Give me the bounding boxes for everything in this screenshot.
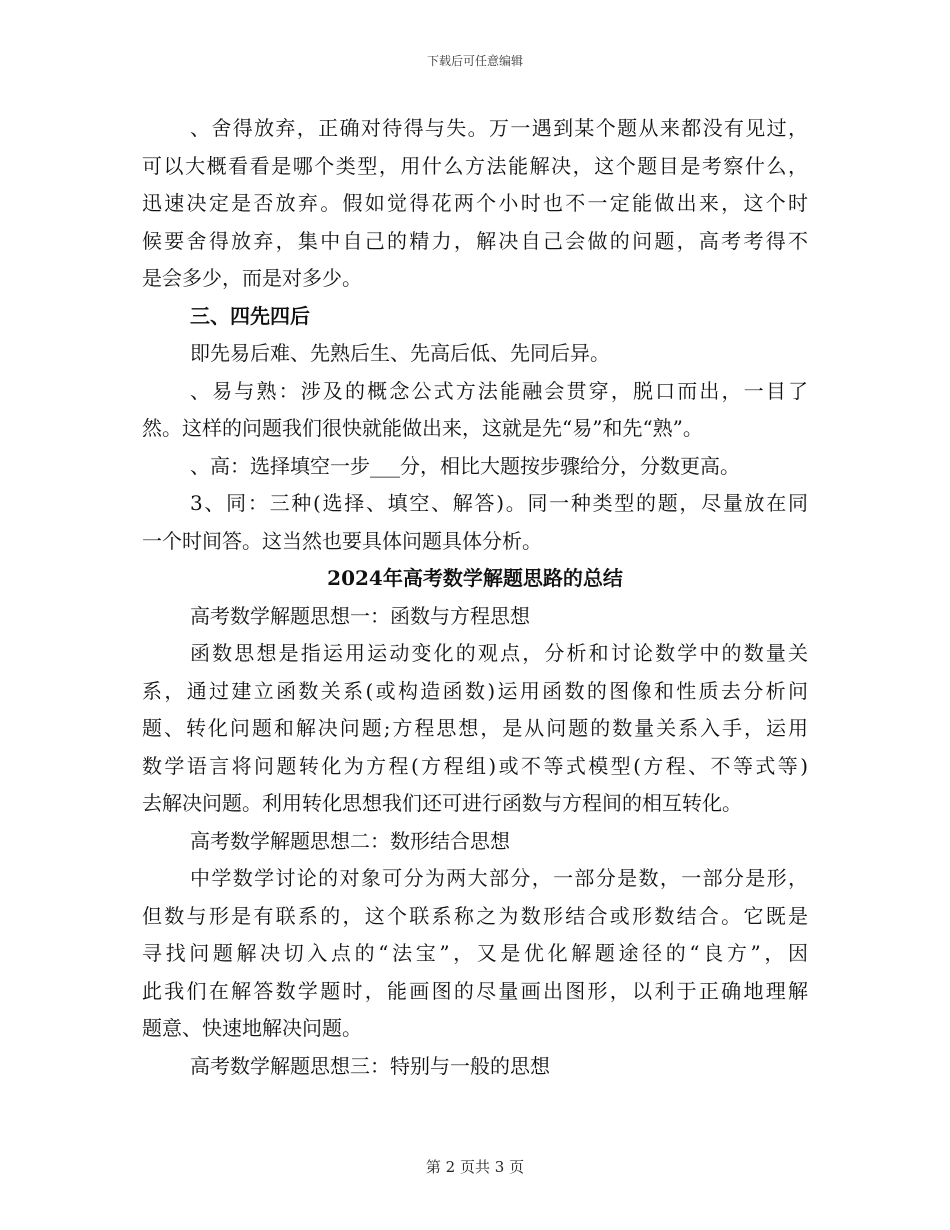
- text-line: 3、同：三种(选择、填空、解答)。同一种类型的题，尽量放在同: [190, 491, 808, 515]
- section-heading: 三、四先四后: [190, 303, 310, 328]
- page-header: 下载后可任意编辑: [426, 54, 523, 68]
- text-line: 函数思想是指运用运动变化的观点，分析和讨论数学中的数量关: [190, 641, 808, 665]
- text-line: 题、转化问题和解决问题;方程思想，是从问题的数量关系入手，运用: [142, 716, 808, 740]
- text-line: 去解决问题。利用转化思想我们还可进行函数与方程间的相互转化。: [142, 791, 742, 815]
- subheading-line: 高考数学解题思想二：数形结合思想: [190, 828, 510, 853]
- text-line: 可以大概看看是哪个类型，用什么方法能解决，这个题目是考察什么，: [142, 153, 808, 178]
- text-line: 数学语言将问题转化为方程(方程组)或不等式模型(方程、不等式等): [142, 753, 808, 778]
- text-line: 但数与形是有联系的，这个联系称之为数形结合或形数结合。它既是: [142, 903, 808, 928]
- text-line: 即先易后难、先熟后生、先高后低、先同后异。: [190, 341, 610, 365]
- subheading-line: 高考数学解题思想三：特别与一般的思想: [190, 1053, 550, 1078]
- document-body: [142, 110, 808, 1085]
- text-line: 中学数学讨论的对象可分为两大部分，一部分是数，一部分是形，: [190, 866, 808, 890]
- text-line: 一个时间答。这当然也要具体问题具体分析。: [142, 528, 542, 553]
- text-line: 寻找问题解决切入点的“法宝”，又是优化解题途径的“良方”，因: [142, 941, 808, 965]
- text-line: 、舍得放弃，正确对待得与失。万一遇到某个题从来都没有见过，: [190, 116, 808, 140]
- text-line: 、高：选择填空一步___分，相比大题按步骤给分，分数更高。: [190, 453, 740, 478]
- subheading-line: 高考数学解题思想一：函数与方程思想: [190, 603, 530, 628]
- document-title: 2024年高考数学解题思路的总结: [327, 566, 623, 590]
- text-line: 是会多少，而是对多少。: [142, 266, 362, 290]
- text-line: 然。这样的问题我们很快就能做出来，这就是先“易”和先“熟”。: [142, 416, 703, 440]
- text-line: 此我们在解答数学题时，能画图的尽量画出图形，以利于正确地理解: [142, 978, 808, 1003]
- text-line: 候要舍得放弃，集中自己的精力，解决自己会做的问题，高考考得不: [142, 228, 808, 253]
- text-line: 题意、快速地解决问题。: [142, 1016, 362, 1040]
- text-line: 、易与熟：涉及的概念公式方法能融会贯穿，脱口而出，一目了: [190, 378, 808, 403]
- text-line: 迅速决定是否放弃。假如觉得花两个小时也不一定能做出来，这个时: [142, 191, 808, 215]
- text-line: 系，通过建立函数关系(或构造函数)运用函数的图像和性质去分析问: [142, 678, 808, 703]
- page-footer: 第 2 页共 3 页: [425, 1158, 525, 1176]
